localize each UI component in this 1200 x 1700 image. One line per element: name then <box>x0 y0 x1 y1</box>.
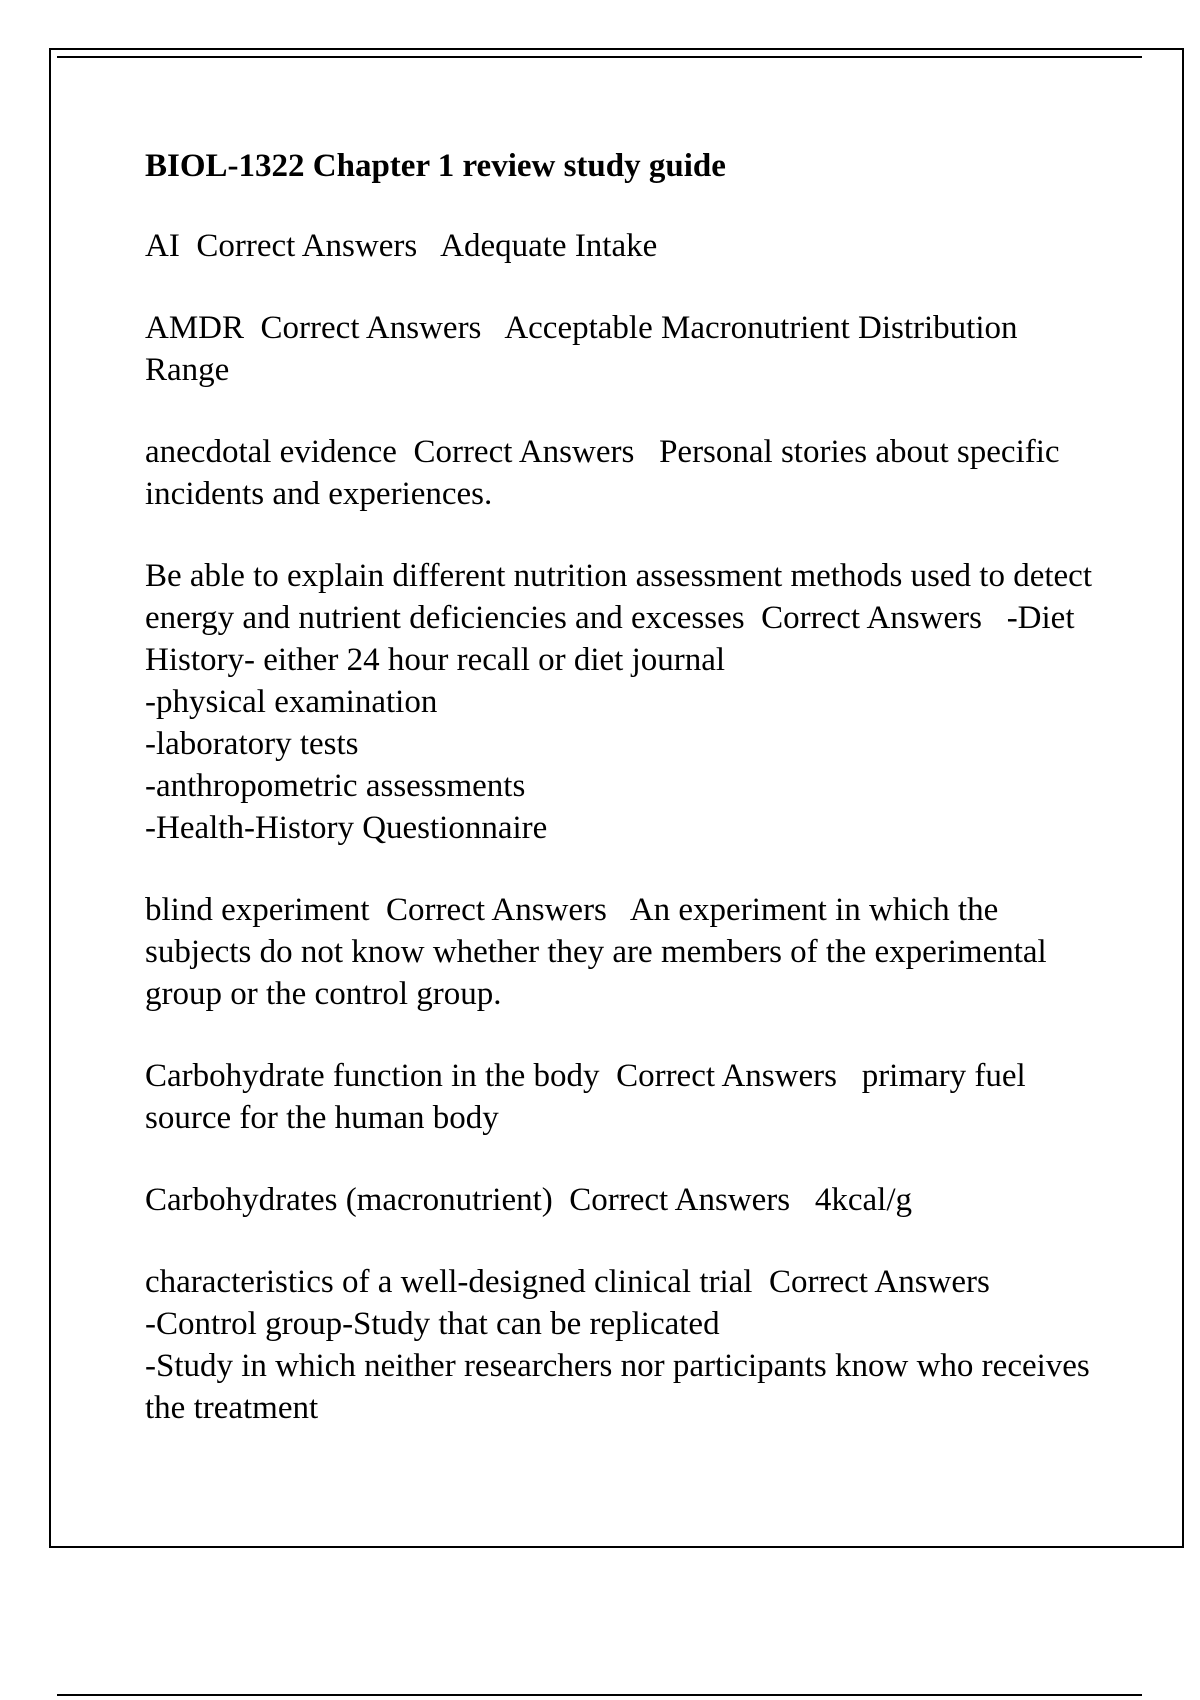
entry-term: AI <box>145 228 180 264</box>
entry-separator: Correct Answers <box>599 1058 862 1094</box>
entry-clinical-trial <box>145 1261 1105 1429</box>
entry-answer: Acceptable Macronutrient Distribution Range <box>145 310 1026 388</box>
entry-list-line: -physical examination <box>145 684 438 720</box>
entry-answer: Personal stories about specific incidents and experiences. <box>145 434 1068 512</box>
entry-answer: 4kcal/g <box>814 1182 913 1218</box>
entry-term: Carbohydrate function in the body <box>145 1058 600 1094</box>
entry-list-line: -laboratory tests <box>145 726 359 762</box>
entry-separator: Correct Answers <box>244 310 505 346</box>
entry-answer: Adequate Intake <box>440 228 658 264</box>
entry-assessment-methods <box>145 555 1105 849</box>
entry-separator: Correct Answers <box>396 434 660 470</box>
entry-term: Carbohydrates (macronutrient) <box>145 1182 553 1218</box>
entry-separator: Correct Answers <box>369 892 630 928</box>
entry-carbohydrate-function <box>145 1055 1105 1139</box>
document-body <box>145 145 1105 1469</box>
entry-term: AMDR <box>145 310 245 346</box>
entry-answer: primary fuel source for the human body <box>145 1058 1034 1136</box>
entry-answer: -Diet History- either 24 hour recall or diet journal <box>145 600 1083 678</box>
entry-term: blind experiment <box>145 892 370 928</box>
entry-amdr <box>145 307 1105 391</box>
entry-list-line: -Study in which neither researchers nor participants know who receives the treatment <box>145 1348 1099 1426</box>
document-title: BIOL-1322 Chapter 1 review study guide <box>145 148 726 184</box>
entry-list-line: -Control group-Study that can be replicated <box>145 1306 720 1342</box>
entry-term: Be able to explain different nutrition assessment methods used to detect energy and nutrient deficiencies and excesses <box>145 558 1101 636</box>
top-divider <box>57 56 1142 58</box>
entry-separator: Correct Answers <box>744 600 1007 636</box>
entry-carbohydrates <box>145 1179 1105 1221</box>
entry-separator: Correct Answers <box>179 228 441 264</box>
entry-ai <box>145 225 1105 267</box>
entry-answer: An experiment in which the subjects do not know whether they are members of the experimental group or the control group. <box>145 892 1055 1012</box>
bottom-divider <box>57 1694 1142 1696</box>
entry-term: characteristics of a well-designed clinical trial <box>145 1264 753 1300</box>
entry-blind-experiment <box>145 889 1105 1015</box>
entry-list-line: -anthropometric assessments <box>145 768 526 804</box>
entry-separator: Correct Answers <box>752 1264 990 1300</box>
entry-list-line: -Health-History Questionnaire <box>145 810 548 846</box>
entry-term: anecdotal evidence <box>145 434 397 470</box>
entry-separator: Correct Answers <box>552 1182 815 1218</box>
entry-anecdotal-evidence <box>145 431 1105 515</box>
